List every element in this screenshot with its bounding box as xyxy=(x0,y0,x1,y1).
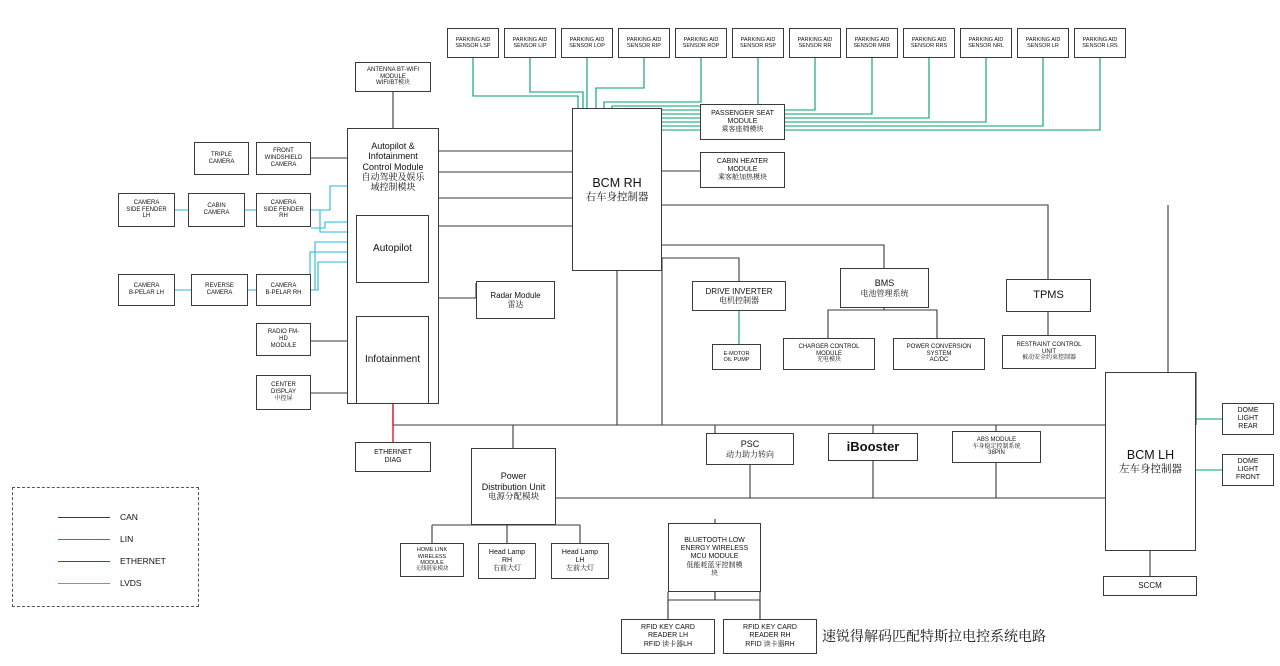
node-parking-aid-sensor-9[interactable] xyxy=(903,28,955,58)
node-label: MODULE xyxy=(816,350,842,357)
node-label: FRONT xyxy=(1235,474,1261,482)
node-label: Head Lamp xyxy=(488,548,526,556)
node-label: PARKING AID xyxy=(512,36,548,43)
node-label: ANTENNA BT-WIFI xyxy=(366,66,419,73)
legend-swatch-can xyxy=(58,517,110,518)
node-passenger-seat-module[interactable] xyxy=(700,104,785,140)
node-head-lamp-rh[interactable] xyxy=(478,543,536,579)
node-label: HOME LINK xyxy=(416,547,448,554)
node-label: RFID KEY CARD xyxy=(743,624,797,632)
node-label: LH xyxy=(142,213,151,220)
node-cabin-camera[interactable] xyxy=(188,193,245,227)
node-parking-aid-sensor-12[interactable] xyxy=(1074,28,1126,58)
node-label: 车身稳定控制系统 xyxy=(972,443,1021,450)
node-parking-aid-sensor-7[interactable] xyxy=(789,28,841,58)
node-label: TRIPLE xyxy=(210,151,232,158)
node-label: DOME xyxy=(1237,406,1259,414)
node-label: CAMERA xyxy=(208,158,235,165)
node-label: Infotainment xyxy=(368,151,418,162)
legend-item-lin xyxy=(58,534,133,544)
node-label: B-PELAR RH xyxy=(265,290,302,296)
node-label: CAMERA xyxy=(133,199,160,206)
node-parking-aid-sensor-1[interactable] xyxy=(447,28,499,58)
node-label: 自动驾驶及娱乐 xyxy=(361,172,425,183)
node-label: 38PIN xyxy=(988,450,1005,457)
node-ibooster[interactable] xyxy=(828,433,918,461)
node-label: 块 xyxy=(711,569,718,577)
node-label: 雷达 xyxy=(507,300,524,309)
node-psc[interactable] xyxy=(706,433,794,465)
node-label: SCCM xyxy=(1138,581,1162,591)
node-label: SIDE FENDER xyxy=(126,206,167,213)
node-label: POWER CONVERSION xyxy=(906,343,972,350)
node-label: SENSOR RR xyxy=(798,43,832,49)
node-label: MODULE xyxy=(727,165,758,173)
node-label: PSC xyxy=(740,439,760,450)
node-label: SENSOR RRS xyxy=(910,43,948,49)
node-label: Autopilot & xyxy=(371,141,415,151)
node-label: CAMERA xyxy=(203,210,230,216)
node-label: DRIVE INVERTER xyxy=(705,286,773,296)
node-restraint-control-unit[interactable] xyxy=(1002,335,1096,369)
node-label: RFID 读卡器LH xyxy=(643,640,693,648)
node-label: CAMERA xyxy=(270,283,297,290)
legend xyxy=(12,487,199,607)
node-bms[interactable] xyxy=(840,268,929,308)
node-label: E-MOTOR xyxy=(723,350,750,357)
diagram-title: 速锐得解码匹配特斯拉电控系统电路 xyxy=(822,629,1046,645)
node-sccm[interactable] xyxy=(1103,576,1197,596)
node-triple-camera[interactable] xyxy=(194,142,249,175)
node-label: 动力助力转向 xyxy=(726,449,774,459)
node-ethernet-diag[interactable] xyxy=(355,442,431,472)
node-label: PARKING AID xyxy=(854,36,890,43)
node-front-windshield-camera[interactable] xyxy=(256,142,311,175)
legend-label-can: CAN xyxy=(120,512,138,522)
node-parking-aid-sensor-6[interactable] xyxy=(732,28,784,58)
node-power-distribution-unit[interactable] xyxy=(471,448,556,525)
node-label: PARKING AID xyxy=(1082,36,1118,43)
legend-swatch-ethernet xyxy=(58,561,110,562)
node-label: B-PELAR LH xyxy=(128,290,164,296)
node-label: 充电模块 xyxy=(816,357,841,364)
node-label: ETHERNET xyxy=(374,448,412,456)
node-label: PARKING AID xyxy=(569,36,605,43)
node-label: DISPLAY xyxy=(271,389,296,396)
node-label: 域控制模块 xyxy=(370,182,416,193)
node-antenna-bt-wifi-module[interactable] xyxy=(355,62,431,92)
node-power-conversion-system[interactable] xyxy=(893,338,985,370)
node-label: CABIN HEATER xyxy=(716,157,769,165)
node-label: PARKING AID xyxy=(740,36,776,43)
node-autopilot[interactable] xyxy=(356,215,429,283)
node-label: CAMERA xyxy=(270,199,297,206)
node-label: Radar Module xyxy=(490,290,541,300)
node-parking-aid-sensor-5[interactable] xyxy=(675,28,727,58)
node-label: DIAG xyxy=(384,457,402,464)
node-parking-aid-sensor-11[interactable] xyxy=(1017,28,1069,58)
node-home-link-wireless-module[interactable] xyxy=(400,543,464,577)
node-label: MODULE xyxy=(380,73,406,80)
node-label: Power xyxy=(500,471,527,482)
node-camera-side-fender-lh[interactable] xyxy=(118,193,175,227)
node-label: 左前大灯 xyxy=(566,565,594,573)
node-camera-side-fender-rh[interactable] xyxy=(256,193,311,227)
legend-item-lvds xyxy=(58,578,142,588)
node-label: Head Lamp xyxy=(561,548,599,556)
legend-swatch-lin xyxy=(58,539,110,540)
node-label: CABIN xyxy=(207,203,226,210)
node-label: BCM LH xyxy=(1126,448,1175,463)
node-label: RH xyxy=(279,213,288,220)
node-head-lamp-lh[interactable] xyxy=(551,543,609,579)
node-label: TPMS xyxy=(1033,289,1064,302)
node-label: WIRELESS xyxy=(417,553,447,560)
node-rfid-key-card-reader-lh[interactable] xyxy=(621,619,715,654)
legend-label-lvds: LVDS xyxy=(120,578,142,588)
node-label: PARKING AID xyxy=(968,36,1004,43)
node-charger-control-module[interactable] xyxy=(783,338,875,370)
node-label: SENSOR RIP xyxy=(627,43,661,49)
node-dome-light-front[interactable] xyxy=(1222,454,1274,486)
node-label: BLUETOOTH LOW xyxy=(684,537,745,545)
node-e-motor-oil-pump[interactable] xyxy=(712,344,761,370)
node-radio-fm-hd-module[interactable] xyxy=(256,323,311,356)
node-label: 电源分配模块 xyxy=(487,490,539,501)
node-label: LIGHT xyxy=(1237,465,1259,473)
node-label: CHARGER CONTROL xyxy=(798,343,860,350)
node-label: BMS xyxy=(874,278,895,289)
node-label: SENSOR LSP xyxy=(455,43,491,49)
node-label: RH xyxy=(501,556,513,564)
node-label: REVERSE xyxy=(205,283,234,290)
node-label: PARKING AID xyxy=(797,36,833,43)
node-label: 电池管理系统 xyxy=(860,288,909,298)
node-label: SENSOR RSP xyxy=(739,43,777,49)
node-label: ABS MODULE xyxy=(976,436,1017,443)
node-parking-aid-sensor-3[interactable] xyxy=(561,28,613,58)
node-label: SIDE FENDER xyxy=(263,206,304,213)
node-parking-aid-sensor-10[interactable] xyxy=(960,28,1012,58)
node-label: PARKING AID xyxy=(911,36,947,43)
node-center-display[interactable] xyxy=(256,375,311,410)
node-parking-aid-sensor-8[interactable] xyxy=(846,28,898,58)
legend-item-ethernet xyxy=(58,556,166,566)
node-bcm-lh[interactable] xyxy=(1105,372,1196,551)
node-infotainment[interactable] xyxy=(356,316,429,404)
node-label: SENSOR LIP xyxy=(513,43,547,49)
node-label: LIGHT xyxy=(1237,414,1259,422)
node-parking-aid-sensor-2[interactable] xyxy=(504,28,556,58)
node-label: Distribution Unit xyxy=(481,481,546,492)
legend-swatch-lvds xyxy=(58,583,110,584)
node-tpms[interactable] xyxy=(1006,279,1091,312)
node-label: PASSENGER SEAT xyxy=(711,109,774,117)
node-label: iBooster xyxy=(846,438,900,454)
node-label: PARKING AID xyxy=(683,36,719,43)
node-label: SENSOR ROP xyxy=(682,43,720,49)
node-reverse-camera[interactable] xyxy=(191,274,248,306)
node-label: SENSOR LR xyxy=(1027,43,1059,49)
node-label: READER RH xyxy=(749,632,791,640)
node-bluetooth-low-energy-mcu-module[interactable] xyxy=(668,523,761,592)
legend-label-ethernet: ETHERNET xyxy=(120,556,166,566)
node-label: Control Module xyxy=(362,161,424,172)
node-label: FRONT xyxy=(273,148,294,155)
node-label: 中控屏 xyxy=(274,395,293,402)
node-camera-b-pelar-rh[interactable] xyxy=(256,274,311,306)
node-camera-b-pelar-lh[interactable] xyxy=(118,274,175,306)
node-radar-module[interactable] xyxy=(476,281,555,319)
node-label: SENSOR MRR xyxy=(853,43,891,49)
node-label: CENTER xyxy=(271,382,296,389)
node-label: RESTRAINT CONTROL xyxy=(1016,341,1082,348)
node-rfid-key-card-reader-rh[interactable] xyxy=(723,619,817,654)
node-label: CAMERA xyxy=(270,161,297,168)
node-label: SENSOR NRL xyxy=(968,43,1004,49)
node-label: 左车身控制器 xyxy=(1119,462,1182,475)
node-label: AC/DC xyxy=(929,357,949,364)
node-label: 右前大灯 xyxy=(493,565,521,573)
node-parking-aid-sensor-4[interactable] xyxy=(618,28,670,58)
node-label: PARKING AID xyxy=(1025,36,1061,43)
node-label: ENERGY WIRELESS xyxy=(680,545,749,553)
node-cabin-heater-module[interactable] xyxy=(700,152,785,188)
node-label: SYSTEM xyxy=(926,350,952,357)
node-dome-light-rear[interactable] xyxy=(1222,403,1274,435)
node-label: REAR xyxy=(1238,423,1258,431)
node-drive-inverter[interactable] xyxy=(692,281,786,311)
node-label: READER LH xyxy=(647,632,689,640)
node-label: MODULE xyxy=(270,342,297,349)
node-label: 乘客舱加热模块 xyxy=(718,174,767,182)
node-label: UNIT xyxy=(1042,348,1056,355)
node-label: 无线链家模块 xyxy=(415,566,449,573)
legend-item-can xyxy=(58,512,138,522)
node-label: MODULE xyxy=(420,560,444,566)
node-label: RFID 读卡器RH xyxy=(745,640,795,648)
node-label: 右车身控制器 xyxy=(585,190,649,203)
node-label: HD xyxy=(279,336,288,343)
node-label: BCM RH xyxy=(592,176,642,191)
node-label: PARKING AID xyxy=(626,36,662,43)
node-label: Infotainment xyxy=(364,354,421,366)
node-label: PARKING AID xyxy=(455,36,491,43)
node-label: WINDSHIELD xyxy=(264,155,303,162)
node-label: WIFI/BT模块 xyxy=(376,80,410,87)
node-label: 低能耗蓝牙控制模 xyxy=(686,561,743,569)
node-label: SENSOR LOP xyxy=(569,43,605,49)
node-label: DOME xyxy=(1237,457,1259,465)
node-label: 电机控制器 xyxy=(719,296,759,305)
node-label: CAMERA xyxy=(206,290,233,296)
legend-label-lin: LIN xyxy=(120,534,134,544)
node-label: 乘客座椅模块 xyxy=(721,126,764,134)
node-label: RADIO FM- xyxy=(267,329,300,336)
node-label: RFID KEY CARD xyxy=(641,624,695,632)
node-abs-module[interactable] xyxy=(952,431,1041,463)
node-label: CAMERA xyxy=(133,283,160,290)
node-label: MODULE xyxy=(727,117,758,125)
node-label: LH xyxy=(575,556,585,564)
node-label: 被动安全约束控制器 xyxy=(1021,355,1076,362)
node-label: OIL PUMP xyxy=(723,357,750,363)
node-label: MCU MODULE xyxy=(690,553,739,561)
node-label: Autopilot xyxy=(373,243,412,255)
node-bcm-rh[interactable] xyxy=(572,108,662,271)
node-label: SENSOR LRS xyxy=(1082,43,1118,49)
